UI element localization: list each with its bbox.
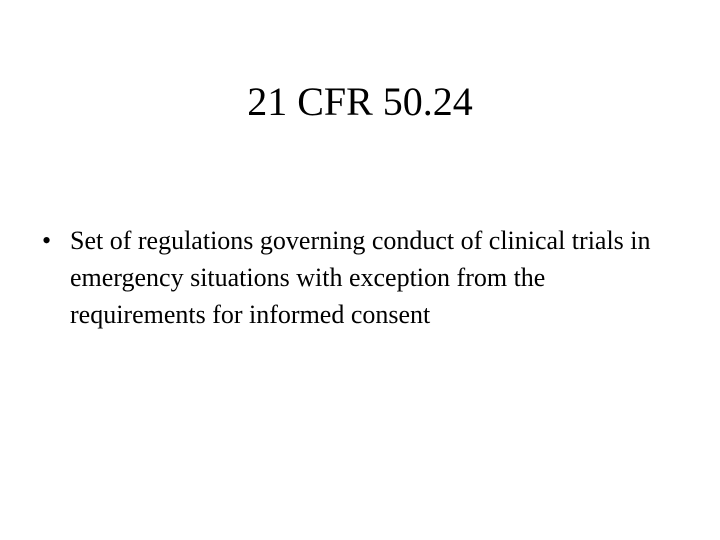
bullet-icon: • (42, 226, 52, 255)
bullet-text: Set of regulations governing conduct of clinical trials in emergency situations with exception from the requirements for informed consent (70, 226, 651, 329)
bullet-item (42, 222, 672, 333)
bullet-list (42, 222, 672, 333)
slide-title: 21 CFR 50.24 (247, 79, 473, 124)
